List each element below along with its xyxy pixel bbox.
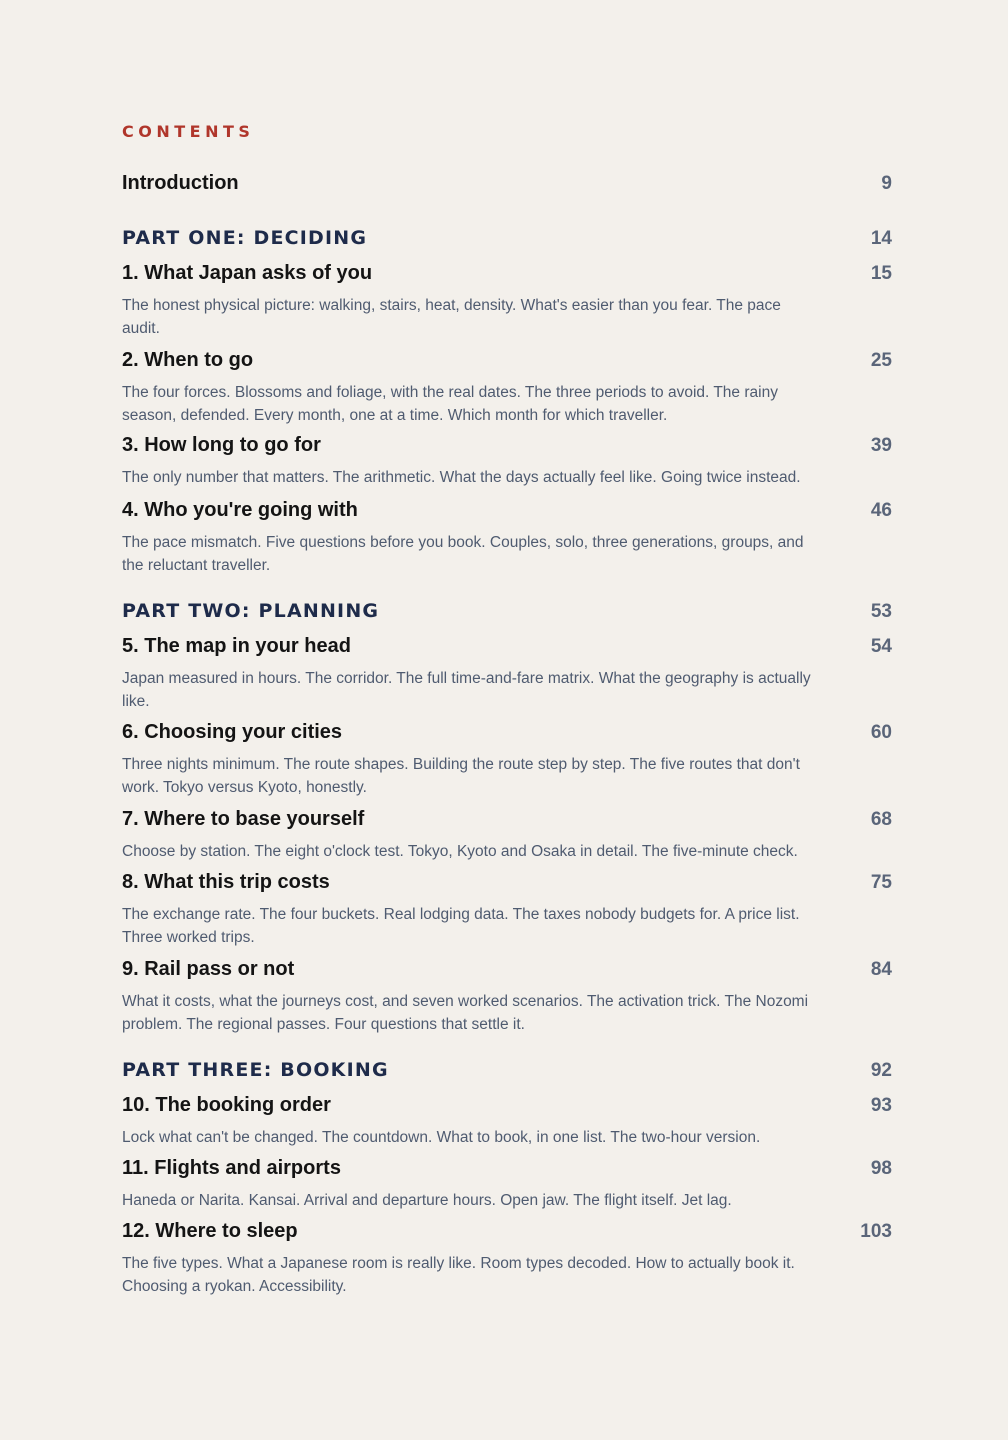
part-heading-three[interactable] <box>122 1059 892 1082</box>
entry-title: Introduction <box>122 172 239 194</box>
toc-entry-chapter-6[interactable] <box>122 721 892 799</box>
entry-page-number: 15 <box>870 263 892 284</box>
entry-description: The exchange rate. The four buckets. Real lodging data. The taxes nobody budgets for. A price list. Three worked trips. <box>122 906 800 946</box>
part-page-number: 92 <box>870 1060 892 1081</box>
entry-title: 2. When to go <box>122 349 254 371</box>
contents-heading: CONTENTS <box>122 122 255 141</box>
toc-entry-chapter-3[interactable] <box>122 434 892 489</box>
toc-entry-chapter-1[interactable] <box>122 262 892 340</box>
toc-entry-chapter-9[interactable] <box>122 958 892 1036</box>
toc-entry-chapter-12[interactable] <box>122 1220 892 1298</box>
entry-title: 1. What Japan asks of you <box>122 262 373 284</box>
entry-description: Three nights minimum. The route shapes. Building the route step by step. The five routes that don't work. Tokyo versus Kyoto, honestly. <box>122 756 800 796</box>
toc-entry-chapter-7[interactable] <box>122 808 892 863</box>
part-heading-two[interactable] <box>122 600 892 623</box>
entry-description: What it costs, what the journeys cost, and seven worked scenarios. The activation trick. The Nozomi problem. The regional passes. Four questions that settle it. <box>122 993 809 1033</box>
part-page-number: 53 <box>870 601 892 622</box>
part-title: PART THREE: BOOKING <box>122 1059 389 1081</box>
entry-title: 5. The map in your head <box>122 635 351 657</box>
entry-title: 10. The booking order <box>122 1094 331 1116</box>
toc-entry-chapter-10[interactable] <box>122 1094 892 1149</box>
entry-page-number: 84 <box>870 959 892 980</box>
entry-description: Japan measured in hours. The corridor. The full time-and-fare matrix. What the geography is actually like. <box>122 670 811 710</box>
entry-page-number: 60 <box>870 722 892 743</box>
entry-title: 6. Choosing your cities <box>122 721 343 743</box>
toc-entry-chapter-4[interactable] <box>122 499 892 577</box>
entry-title: 7. Where to base yourself <box>122 808 365 830</box>
entry-description: The pace mismatch. Five questions before you book. Couples, solo, three generations, groups, and the reluctant traveller. <box>122 534 804 574</box>
toc-entry-chapter-2[interactable] <box>122 349 892 427</box>
entry-description: Choose by station. The eight o'clock test. Tokyo, Kyoto and Osaka in detail. The five-minute check. <box>122 843 798 860</box>
part-title: PART TWO: PLANNING <box>122 600 380 622</box>
entry-description: Lock what can't be changed. The countdown. What to book, in one list. The two-hour version. <box>122 1129 761 1146</box>
entry-title: 4. Who you're going with <box>122 499 358 521</box>
entry-title: 8. What this trip costs <box>122 871 330 893</box>
entry-title: 12. Where to sleep <box>122 1220 298 1242</box>
toc-entry-introduction[interactable] <box>122 172 892 195</box>
entry-description: The honest physical picture: walking, stairs, heat, density. What's easier than you fear. The pace audit. <box>122 297 781 337</box>
entry-title: 3. How long to go for <box>122 434 321 456</box>
entry-page-number: 75 <box>870 872 892 893</box>
toc-entry-chapter-8[interactable] <box>122 871 892 949</box>
entry-page-number: 9 <box>881 173 892 194</box>
toc-entry-chapter-11[interactable] <box>122 1157 892 1212</box>
entry-page-number: 46 <box>870 500 892 521</box>
part-page-number: 14 <box>870 228 892 249</box>
entry-page-number: 39 <box>870 435 892 456</box>
entry-page-number: 68 <box>870 809 892 830</box>
entry-title: 11. Flights and airports <box>122 1157 341 1179</box>
entry-description: The four forces. Blossoms and foliage, with the real dates. The three periods to avoid. The rainy season, defended. Every month, one at a time. Which month for which traveller. <box>122 384 778 424</box>
entry-page-number: 98 <box>870 1158 892 1179</box>
part-title: PART ONE: DECIDING <box>122 227 368 249</box>
entry-description: Haneda or Narita. Kansai. Arrival and departure hours. Open jaw. The flight itself. Jet lag. <box>122 1192 732 1209</box>
entry-page-number: 54 <box>870 636 892 657</box>
entry-title: 9. Rail pass or not <box>122 958 295 980</box>
entry-description: The only number that matters. The arithmetic. What the days actually feel like. Going twice instead. <box>122 469 801 486</box>
part-heading-one[interactable] <box>122 227 892 250</box>
entry-page-number: 103 <box>860 1221 892 1242</box>
toc-entry-chapter-5[interactable] <box>122 635 892 713</box>
entry-page-number: 25 <box>870 350 892 371</box>
entry-page-number: 93 <box>870 1095 892 1116</box>
entry-description: The five types. What a Japanese room is really like. Room types decoded. How to actually book it. Choosing a ryokan. Accessibility. <box>122 1255 795 1295</box>
